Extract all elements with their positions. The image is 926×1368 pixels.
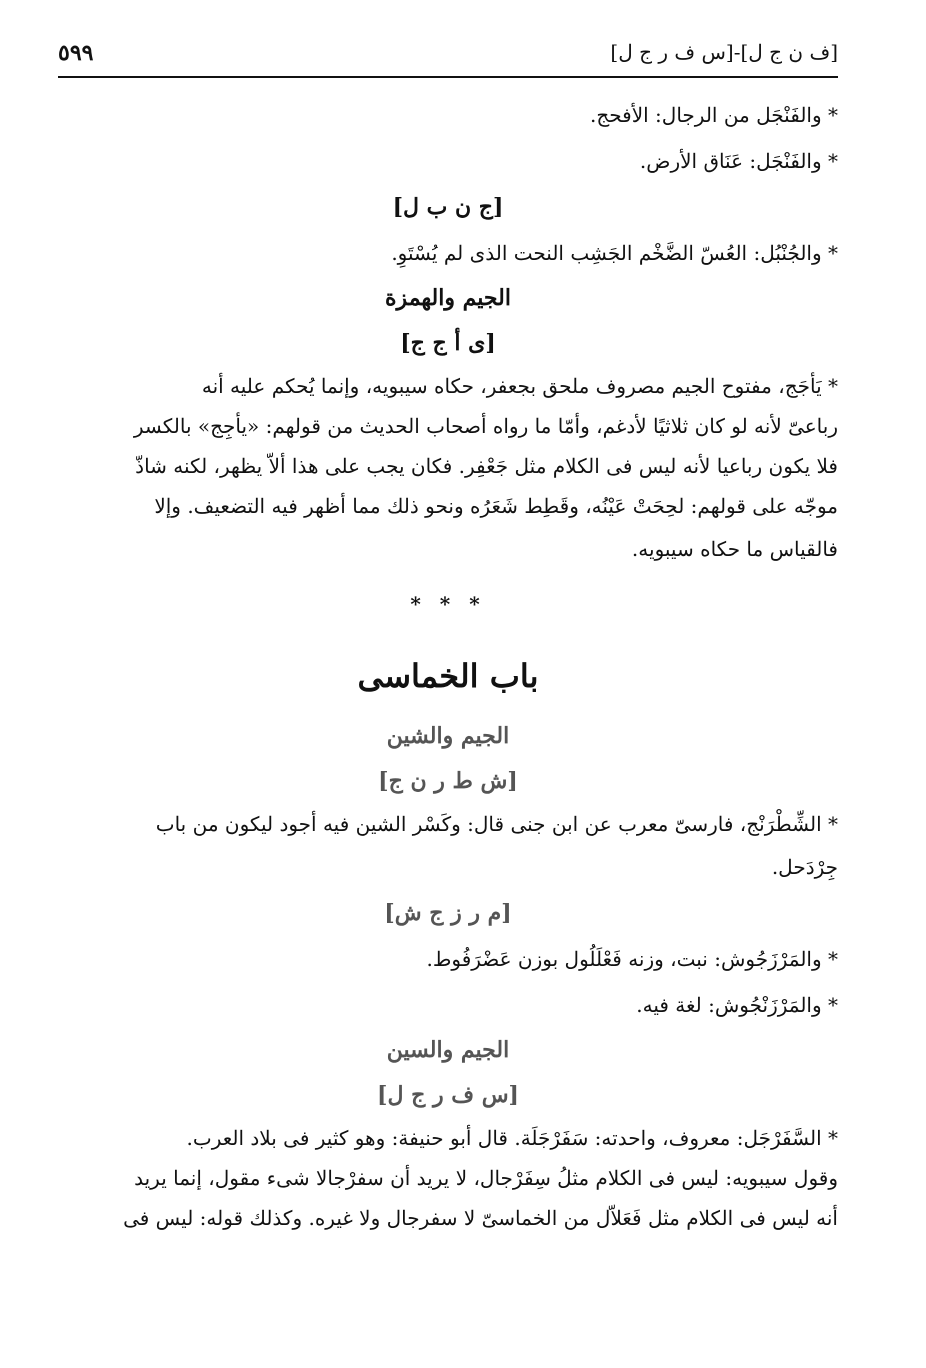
chapter-title: باب الخماسى — [357, 657, 539, 695]
section-heading: الجيم والسين — [386, 1037, 510, 1063]
root-heading: [ش ط ر ن ج] — [378, 768, 518, 794]
entry-line: * والفَنْجَل من الرجال: الأفحج. — [590, 103, 838, 127]
paragraph-line: رباعىّ لأنه لو كان ثلاثيًا لأدغم، وأمّا ما رواه أصحاب الحديث من قولهم: «يأجِج» بالكسر — [133, 414, 838, 438]
section-separator: * * * — [410, 592, 486, 616]
paragraph-line: موجّه على قولهم: لحِحَتْ عَيْنُه، وقَطِط شَعَرُه ونحو ذلك مما أظهر فيه التضعيف. وإلا — [154, 494, 838, 518]
paragraph — [58, 366, 838, 572]
paragraph — [58, 1118, 838, 1238]
paragraph-line: أنه ليس فى الكلام مثل فَعَلاّل من الخماسىّ لا سفرجال ولا غيره. وكذلك قوله: ليس فى — [123, 1206, 838, 1230]
paragraph-line: جِرْدَحل. — [771, 855, 838, 879]
running-title: [ف ن ج ل]-[س ف ر ج ل] — [610, 40, 838, 64]
page-header — [58, 36, 838, 76]
paragraph-line: * يَأجَج، مفتوح الجيم مصروف ملحق بجعفر، حكاه سيبويه، وإنما يُحكم عليه أنه — [201, 374, 838, 398]
paragraph-line: وقول سيبويه: ليس فى الكلام مثلُ سِفَرْجال، لا يريد أن سفرْجالا شىء مقول، إنما يريد — [134, 1166, 838, 1190]
root-heading: [م ر ز ج ش] — [384, 900, 512, 926]
root-heading: [ج ن ب ل] — [392, 194, 504, 220]
page-number: ٥٩٩ — [58, 40, 94, 66]
section-heading: الجيم والهمزة — [385, 285, 511, 311]
entry-line: * والفَنْجَل: عَنَاق الأرض. — [639, 149, 838, 173]
entry-line: * والجُنْبُل: العُسّ الضَّخْم الجَشِب النحت الذى لم يُسْتَوِ. — [391, 241, 838, 265]
paragraph-line: * السَّفَرْجَل: معروف، واحدته: سَفَرْجَلَة. قال أبو حنيفة: وهو كثير فى بلاد العرب. — [186, 1126, 838, 1150]
entry-line: * والمَرْزَنْجُوش: لغة فيه. — [636, 993, 838, 1017]
section-heading: الجيم والشين — [386, 723, 510, 749]
root-heading: [س ف ر ج ل] — [377, 1082, 519, 1108]
paragraph-line: فالقياس ما حكاه سيبويه. — [631, 537, 838, 561]
page-body — [58, 92, 838, 1238]
root-heading: [ى أ ج ج] — [400, 330, 496, 356]
paragraph-line: فلا يكون رباعيا لأنه ليس فى الكلام مثل جَعْفِر. فكان يجب على هذا ألاّ يظهر، لكنه شاذّ — [135, 454, 838, 478]
paragraph-line: * الشِّطْرَنْج، فارسىّ معرب عن ابن جنى قال: وكَسْر الشين فيه أجود ليكون من باب — [155, 812, 838, 836]
header-divider — [58, 76, 838, 78]
entry-line: * والمَرْزَجُوش: نبت، وزنه فَعْلَلُول بوزن عَضْرَفُوط. — [426, 947, 838, 971]
